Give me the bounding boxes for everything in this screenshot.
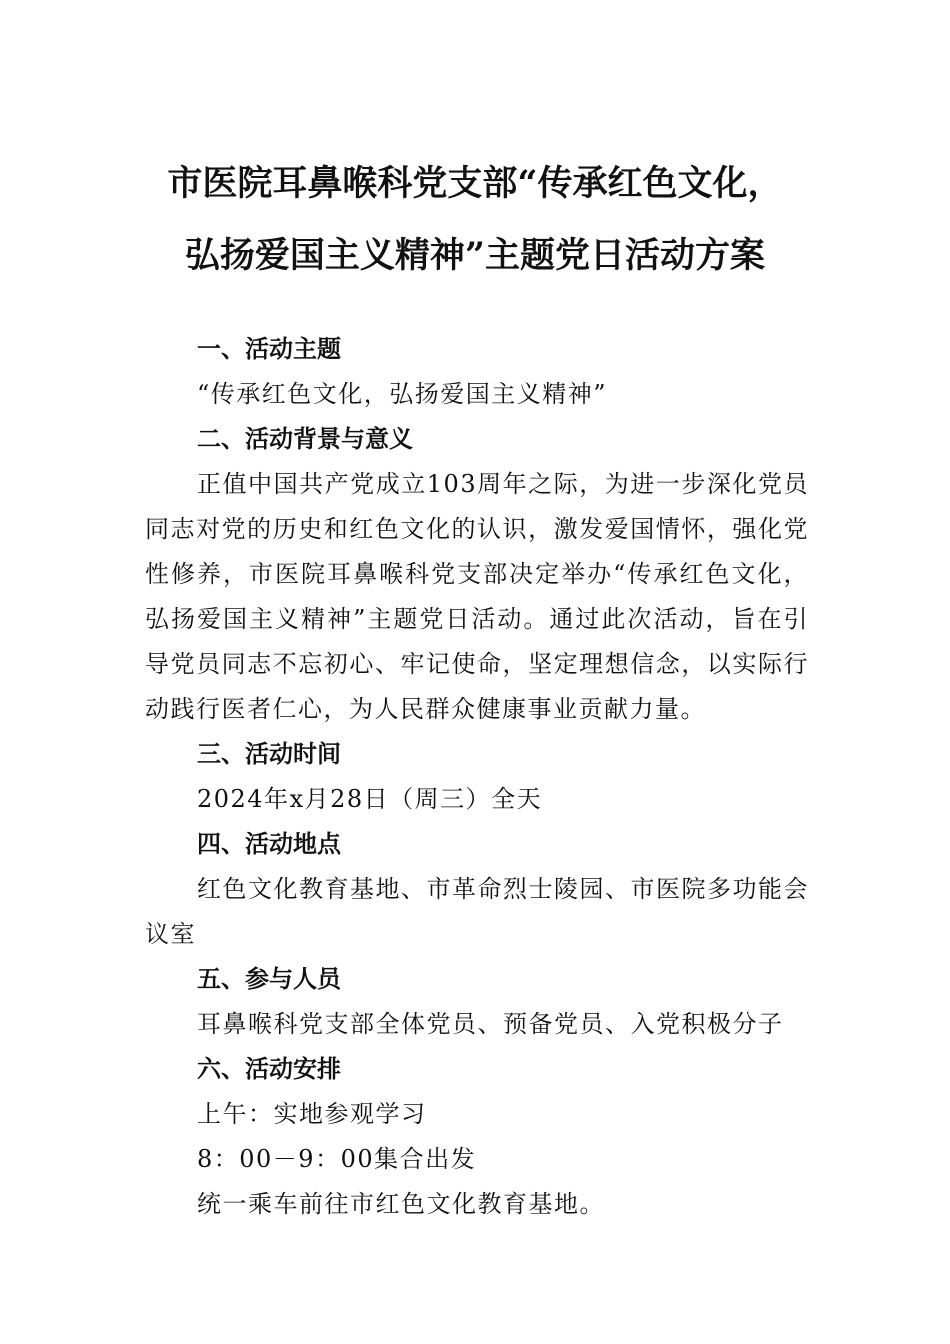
section-heading-background: 二、活动背景与意义 [197,425,413,453]
participants-text: 耳鼻喉科党支部全体党员、预备党员、入党积极分子 [197,1010,784,1038]
schedule-time-slot: 8：00－9：00集合出发 [197,1145,477,1173]
location-paragraph: 红色文化教育基地、市革命烈士陵园、市医院多功能会议室 [145,875,809,948]
background-paragraph: 正值中国共产党成立103周年之际，为进一步深化党员同志对党的历史和红色文化的认识，激发爱国情怀，强化党性修养，市医院耳鼻喉科党支部决定举办“传承红色文化，弘扬爱国主义精神”主题党日活动。通过此次活动，旨在引导党员同志不忘初心、牢记使命，坚定理想信念，以实际行动践行医者仁心，为人民群众健康事业贡献力量。 [145,470,809,723]
section-heading-location: 四、活动地点 [197,830,341,858]
schedule-item: 统一乘车前往市红色文化教育基地。 [197,1190,605,1218]
document-title-line-1: 市医院耳鼻喉科党支部“传承红色文化， [167,163,783,204]
document-title-line-2: 弘扬爱国主义精神”主题党日活动方案 [184,235,766,276]
document-body [145,327,809,1227]
section-heading-schedule: 六、活动安排 [197,1055,341,1083]
theme-text: “传承红色文化，弘扬爱国主义精神” [197,380,608,408]
time-text: 2024年x月28日（周三）全天 [197,785,543,813]
section-heading-time: 三、活动时间 [197,740,341,768]
section-heading-theme: 一、活动主题 [197,335,341,363]
schedule-morning: 上午：实地参观学习 [197,1100,427,1128]
section-heading-participants: 五、参与人员 [197,965,341,993]
